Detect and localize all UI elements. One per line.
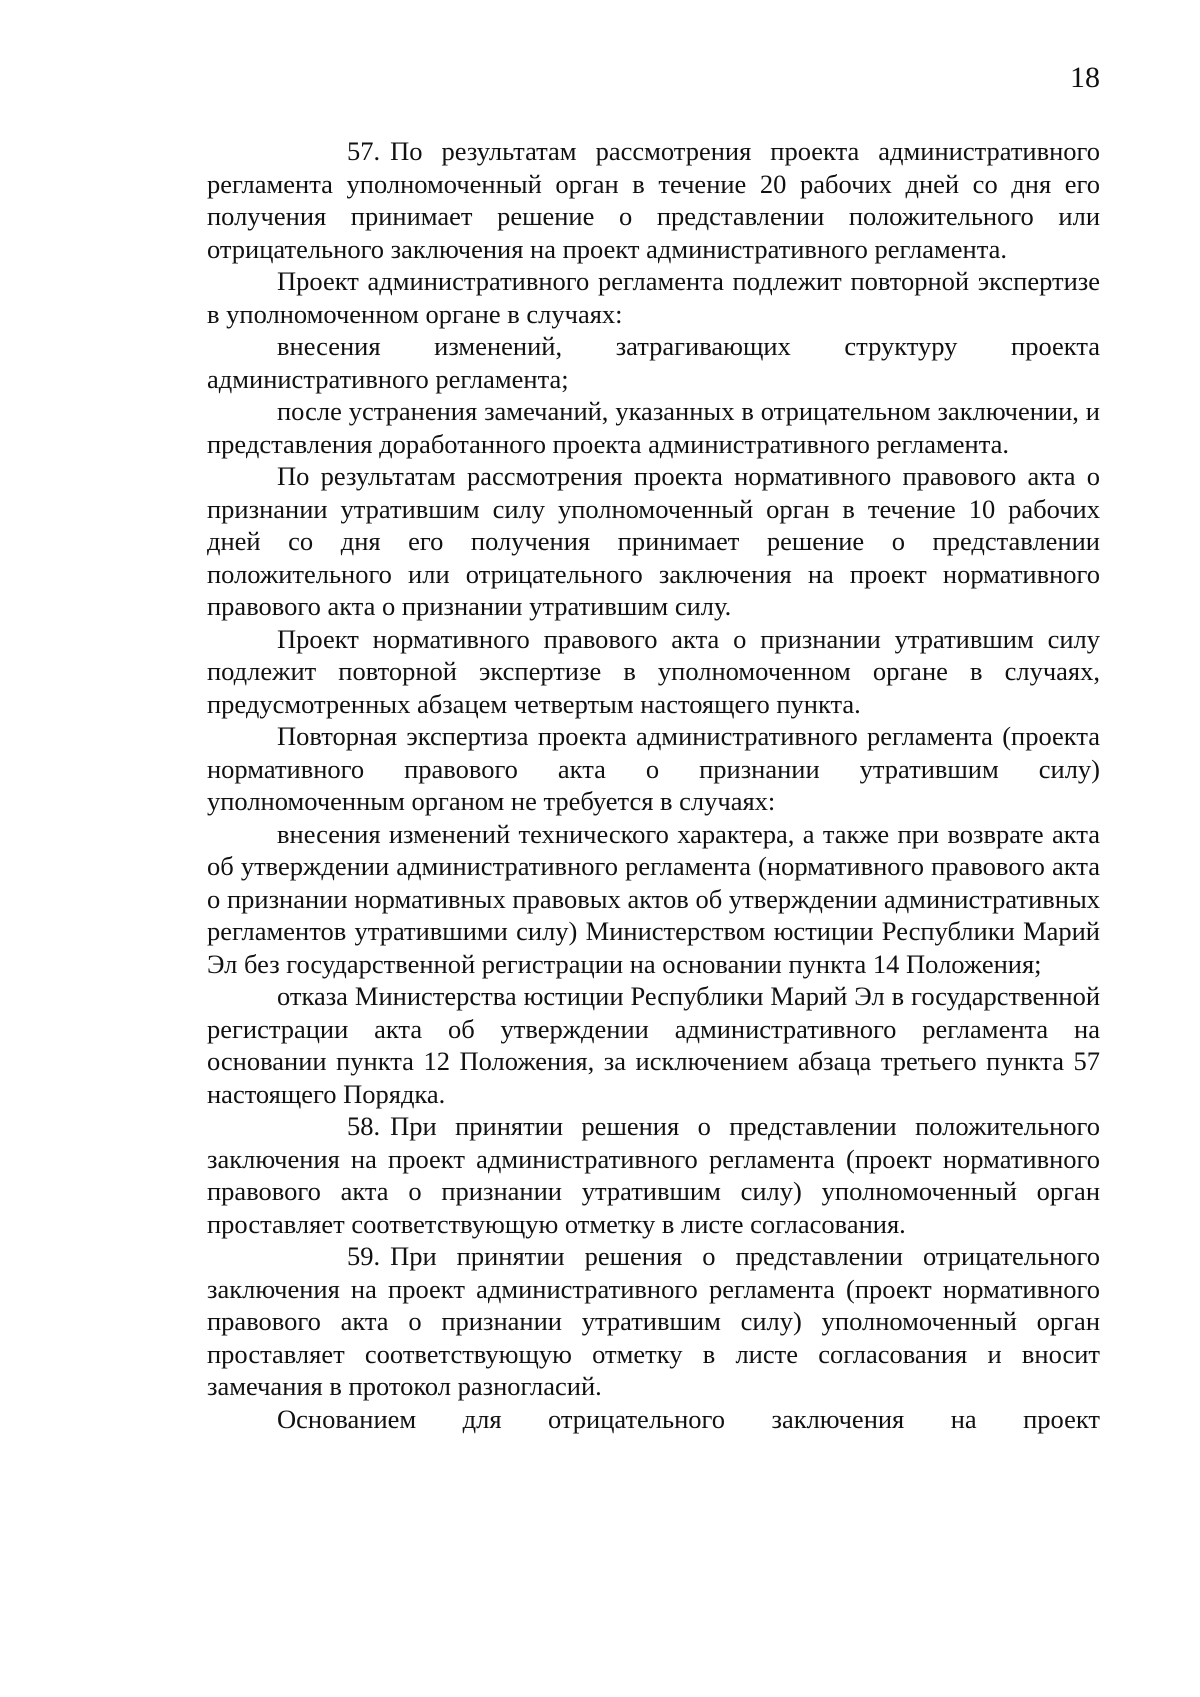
item-number: 59. xyxy=(347,1241,381,1271)
item-number: 58. xyxy=(347,1111,381,1141)
paragraph-normative-act-review: По результатам рассмотрения проекта нормативного правового акта о признании утратившим силу уполномоченный орган в течение 10 рабочих дней со дня его получения принимает решение о представлении положительного или отрицательного заключения на проект нормативного правового акта о признании утратившим силу. xyxy=(207,461,1100,621)
paragraph-case-structure-changes: внесения изменений, затрагивающих структуру проекта административного регламента; xyxy=(207,331,1100,394)
paragraph-case-registration-refusal: отказа Министерства юстиции Республики Марий Эл в государственной регистрации акта об утверждении административного регламента на основании пункта 12 Положения, за исключением абзаца третьего пункта 57 настоящего Порядка. xyxy=(207,981,1100,1109)
paragraph-58 xyxy=(207,1110,1100,1240)
paragraph-grounds-negative: Основанием для отрицательного заключения на проект xyxy=(277,1403,1100,1434)
page-number: 18 xyxy=(1070,61,1100,94)
paragraph-case-after-remarks: после устранения замечаний, указанных в отрицательном заключении, и представления доработанного проекта административного регламента. xyxy=(207,396,1100,459)
paragraph-repeat-expertise: Проект административного регламента подлежит повторной экспертизе в уполномоченном органе в случаях: xyxy=(207,266,1100,329)
paragraph-text: При принятии решения о представлении отрицательного заключения на проект административного регламента (проект нормативного правового акта о признании утратившим силу) уполномоченный орган проставляет соответствующую отметку в листе согласования и вносит замечания в протокол разногласий. xyxy=(207,1241,1100,1401)
paragraph-repeat-not-required: Повторная экспертиза проекта административного регламента (проекта нормативного правового акта о признании утратившим силу) уполномоченным органом не требуется в случаях: xyxy=(207,721,1100,816)
paragraph-normative-act-repeat: Проект нормативного правового акта о признании утратившим силу подлежит повторной экспертизе в уполномоченном органе в случаях, предусмотренных абзацем четвертым настоящего пункта. xyxy=(207,623,1100,719)
paragraph-text: По результатам рассмотрения проекта административного регламента уполномоченный орган в течение 20 рабочих дней со дня его получения принимает решение о представлении положительного или отрицательного заключения на проект административного регламента. xyxy=(207,136,1100,264)
item-number: 57. xyxy=(347,136,381,166)
paragraph-case-technical-changes: внесения изменений технического характера, а также при возврате акта об утверждении административного регламента (нормативного правового акта о признании нормативных правовых актов об утверждении административных регламентов утратившими силу) Министерством юстиции Республики Марий Эл без государственной регистрации на основании пункта 14 Положения; xyxy=(207,818,1100,979)
paragraph-text: При принятии решения о представлении положительного заключения на проект административного регламента (проект нормативного правового акта о признании утратившим силу) уполномоченный орган проставляет соответствующую отметку в листе согласования. xyxy=(207,1111,1100,1239)
document-body xyxy=(207,135,1100,1435)
paragraph-57 xyxy=(207,135,1100,265)
paragraph-59 xyxy=(207,1240,1100,1403)
